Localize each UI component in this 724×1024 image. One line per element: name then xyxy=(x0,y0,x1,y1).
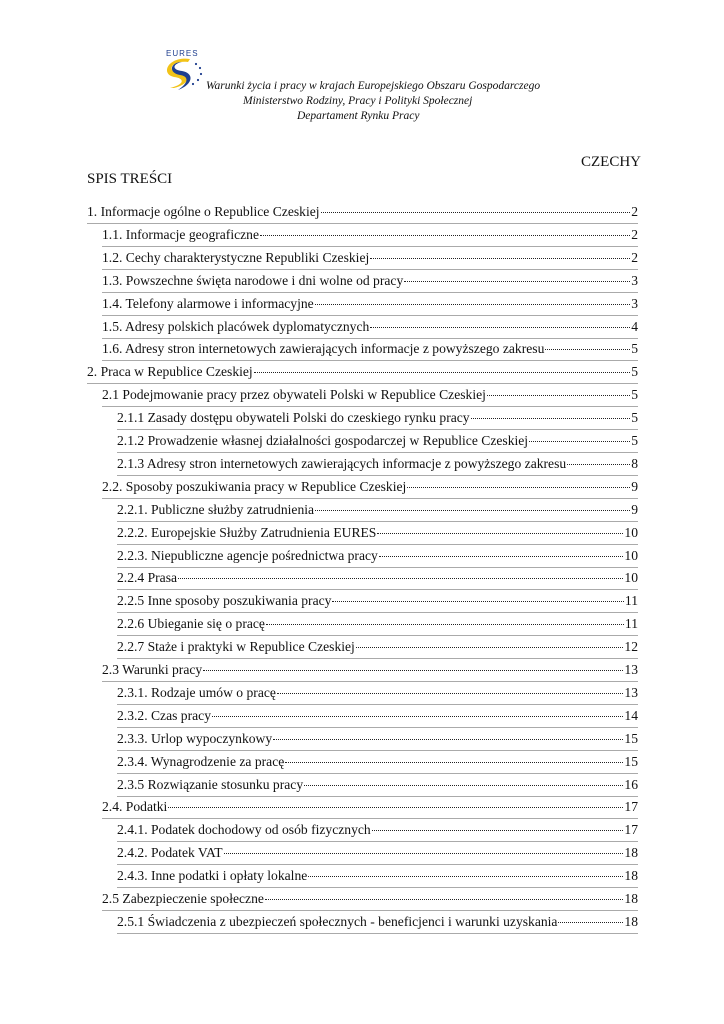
eures-logo-text: EURES xyxy=(166,49,199,58)
toc-entry-title: 1.3. Powszechne święta narodowe i dni wolne od pracy xyxy=(102,272,404,288)
toc-entry-page: 17 xyxy=(624,822,638,838)
toc-entry-title: 2.3.5 Rozwiązanie stosunku pracy xyxy=(117,776,304,792)
toc-entry-title: 2.4.1. Podatek dochodowy od osób fizycznych xyxy=(117,822,371,838)
toc-dot-leader xyxy=(407,486,630,488)
toc-dot-leader xyxy=(529,440,630,442)
toc-dot-leader xyxy=(545,348,630,350)
toc-dot-leader xyxy=(558,921,623,923)
toc-entry[interactable] xyxy=(117,866,638,886)
toc-entry[interactable] xyxy=(87,202,638,222)
toc-entry-title: 2.3.4. Wynagrodzenie za pracę xyxy=(117,753,285,769)
toc-dot-leader xyxy=(315,303,631,305)
toc-entry-page: 13 xyxy=(624,662,638,677)
toc-entry-title: 2.2.2. Europejskie Służby Zatrudnienia EURES xyxy=(117,524,377,540)
toc-dot-leader xyxy=(212,715,623,717)
toc-entry-title: 2.2.7 Staże i praktyki w Republice Czeskiej xyxy=(117,639,355,655)
toc-entry[interactable] xyxy=(117,546,638,566)
toc-dot-leader xyxy=(277,692,623,694)
toc-entry[interactable] xyxy=(117,637,638,657)
toc-entry[interactable] xyxy=(117,614,638,634)
toc-entry-page: 16 xyxy=(624,776,638,792)
toc-dot-leader xyxy=(260,234,630,236)
toc-entry-page: 10 xyxy=(624,570,638,586)
toc-dot-leader xyxy=(273,738,623,740)
header-line-3: Departament Rynku Pracy xyxy=(297,110,420,122)
toc-entry-page: 18 xyxy=(624,868,638,884)
toc-entry-title: 2.4.3. Inne podatki i opłaty lokalne xyxy=(117,868,308,884)
toc-entry-page: 15 xyxy=(624,730,638,746)
toc-entry-page: 10 xyxy=(624,547,638,563)
toc-entry-page: 9 xyxy=(631,478,638,494)
toc-entry-page: 11 xyxy=(624,593,638,609)
toc-entry-title: 2.3 Warunki pracy xyxy=(102,662,203,677)
toc-entry-page: 5 xyxy=(631,433,638,448)
toc-entry-page: 11 xyxy=(624,616,638,632)
toc-entry[interactable] xyxy=(117,408,638,428)
toc-entry[interactable] xyxy=(117,775,638,795)
toc-entry-title: 2.2.6 Ubieganie się o pracę xyxy=(117,616,265,632)
toc-entry[interactable] xyxy=(117,912,638,932)
eures-logo xyxy=(160,48,208,92)
toc-entry-title: 1. Informacje ogólne o Republice Czeskiej xyxy=(87,204,320,219)
toc-entry-page: 2 xyxy=(631,204,638,219)
toc-dot-leader xyxy=(567,463,630,465)
toc-dot-leader xyxy=(404,280,630,282)
toc-entry-title: 2.4.2. Podatek VAT xyxy=(117,845,223,861)
toc-entry-title: 2. Praca w Republice Czeskiej xyxy=(87,364,253,380)
toc-entry[interactable] xyxy=(102,317,638,337)
toc-entry-title: 2.2.1. Publiczne służby zatrudnienia xyxy=(117,501,315,517)
toc-dot-leader xyxy=(370,326,630,328)
country-heading: CZECHY xyxy=(581,154,641,170)
toc-entry-title: 2.2.3. Niepubliczne agencje pośrednictwa pracy xyxy=(117,547,378,563)
toc-dot-leader xyxy=(254,371,630,373)
toc-entry[interactable] xyxy=(117,454,638,474)
toc-dot-leader xyxy=(178,577,623,579)
toc-entry[interactable] xyxy=(102,660,638,680)
toc-dot-leader xyxy=(266,623,624,625)
toc-entry-page: 3 xyxy=(631,295,638,311)
toc-entry-title: 2.4. Podatki xyxy=(102,799,168,815)
toc-entry[interactable] xyxy=(117,729,638,749)
toc-dot-leader xyxy=(379,555,624,557)
toc-dot-leader xyxy=(321,211,631,213)
toc-dot-leader xyxy=(471,417,631,419)
toc-entry[interactable] xyxy=(117,683,638,703)
toc-entry-page: 2 xyxy=(631,249,638,265)
toc-entry-title: 2.5.1 Świadczenia z ubezpieczeń społecznych - beneficjenci i warunki uzyskania xyxy=(117,913,558,929)
toc-dot-leader xyxy=(265,898,624,900)
toc-entry-page: 10 xyxy=(624,524,638,540)
toc-entry-title: 1.2. Cechy charakterystyczne Republiki Czeskiej xyxy=(102,249,370,265)
toc-entry[interactable] xyxy=(102,294,638,314)
toc-entry[interactable] xyxy=(102,225,638,245)
toc-entry-page: 5 xyxy=(631,341,638,357)
toc-entry-page: 9 xyxy=(631,501,638,517)
toc-entry-title: 1.1. Informacje geograficzne xyxy=(102,226,259,242)
toc-entry-page: 3 xyxy=(631,272,638,288)
toc-entry-title: 2.2.5 Inne sposoby poszukiwania pracy xyxy=(117,593,332,609)
toc-entry-page: 17 xyxy=(624,799,638,815)
toc-entry-page: 5 xyxy=(631,387,638,403)
toc-entry-page: 5 xyxy=(631,364,638,380)
toc-title: SPIS TREŚCI xyxy=(87,171,173,187)
header-line-1: Warunki życia i pracy w krajach Europejskiego Obszaru Gospodarczego xyxy=(206,80,541,92)
toc-entry[interactable] xyxy=(117,843,638,863)
toc-entry[interactable] xyxy=(102,477,638,497)
toc-entry[interactable] xyxy=(117,752,638,772)
toc-entry-title: 2.5 Zabezpieczenie społeczne xyxy=(102,891,264,906)
toc-entry[interactable] xyxy=(117,431,638,451)
toc-entry-page: 5 xyxy=(631,410,638,426)
toc-entry-page: 18 xyxy=(624,913,638,929)
toc-entry-title: 2.3.3. Urlop wypoczynkowy xyxy=(117,730,273,746)
toc-dot-leader xyxy=(168,806,623,808)
toc-dot-leader xyxy=(372,829,624,831)
toc-entry-title: 2.3.1. Rodzaje umów o pracę xyxy=(117,684,276,700)
toc-entry-title: 2.1 Podejmowanie pracy przez obywateli Polski w Republice Czeskiej xyxy=(102,387,486,403)
toc-entry[interactable] xyxy=(102,271,638,291)
toc-entry-title: 2.3.2. Czas pracy xyxy=(117,707,211,723)
toc-entry[interactable] xyxy=(102,797,638,817)
toc-entry-page: 2 xyxy=(631,226,638,242)
toc-entry[interactable] xyxy=(102,385,638,405)
toc-entry-title: 2.1.2 Prowadzenie własnej działalności gospodarczej w Republice Czeskiej xyxy=(117,433,529,448)
toc-dot-leader xyxy=(487,394,630,396)
toc-entry-page: 12 xyxy=(624,639,638,655)
toc-entry-title: 1.4. Telefony alarmowe i informacyjne xyxy=(102,295,314,311)
toc-entry[interactable] xyxy=(117,568,638,588)
toc-entry-title: 2.2. Sposoby poszukiwania pracy w Republice Czeskiej xyxy=(102,478,407,494)
toc-entry-title: 2.1.3 Adresy stron internetowych zawierających informacje z powyższego zakresu xyxy=(117,455,567,471)
toc-entry-page: 4 xyxy=(631,318,638,334)
toc-entry[interactable] xyxy=(87,362,638,382)
toc-entry-page: 15 xyxy=(624,753,638,769)
toc-entry-page: 8 xyxy=(631,455,638,471)
toc-dot-leader xyxy=(332,600,623,602)
toc-entry-title: 1.6. Adresy stron internetowych zawierających informacje z powyższego zakresu xyxy=(102,341,545,357)
toc-dot-leader xyxy=(285,761,623,763)
toc-dot-leader xyxy=(315,509,630,511)
toc-dot-leader xyxy=(356,646,624,648)
toc-entry-page: 18 xyxy=(624,891,638,906)
toc-entry[interactable] xyxy=(117,500,638,520)
toc-dot-leader xyxy=(377,532,623,534)
toc-entry[interactable] xyxy=(102,339,638,359)
toc-dot-leader xyxy=(370,257,630,259)
toc-dot-leader xyxy=(308,875,623,877)
toc-entry[interactable] xyxy=(117,591,638,611)
toc-dot-leader xyxy=(224,852,624,854)
toc-entry[interactable] xyxy=(117,706,638,726)
toc-entry[interactable] xyxy=(117,523,638,543)
toc-entry[interactable] xyxy=(102,889,638,909)
toc-dot-leader xyxy=(304,784,623,786)
toc-entry-page: 13 xyxy=(624,684,638,700)
toc-entry[interactable] xyxy=(102,248,638,268)
toc-entry-page: 14 xyxy=(624,707,638,723)
toc-entry-title: 1.5. Adresy polskich placówek dyplomatycznych xyxy=(102,318,370,334)
header-line-2: Ministerstwo Rodziny, Pracy i Polityki Społecznej xyxy=(243,95,473,107)
toc-entry-title: 2.2.4 Prasa xyxy=(117,570,178,586)
toc-entry-page: 18 xyxy=(624,845,638,861)
toc-entry-title: 2.1.1 Zasady dostępu obywateli Polski do czeskiego rynku pracy xyxy=(117,410,470,426)
toc-entry[interactable] xyxy=(117,820,638,840)
toc-dot-leader xyxy=(203,669,623,671)
